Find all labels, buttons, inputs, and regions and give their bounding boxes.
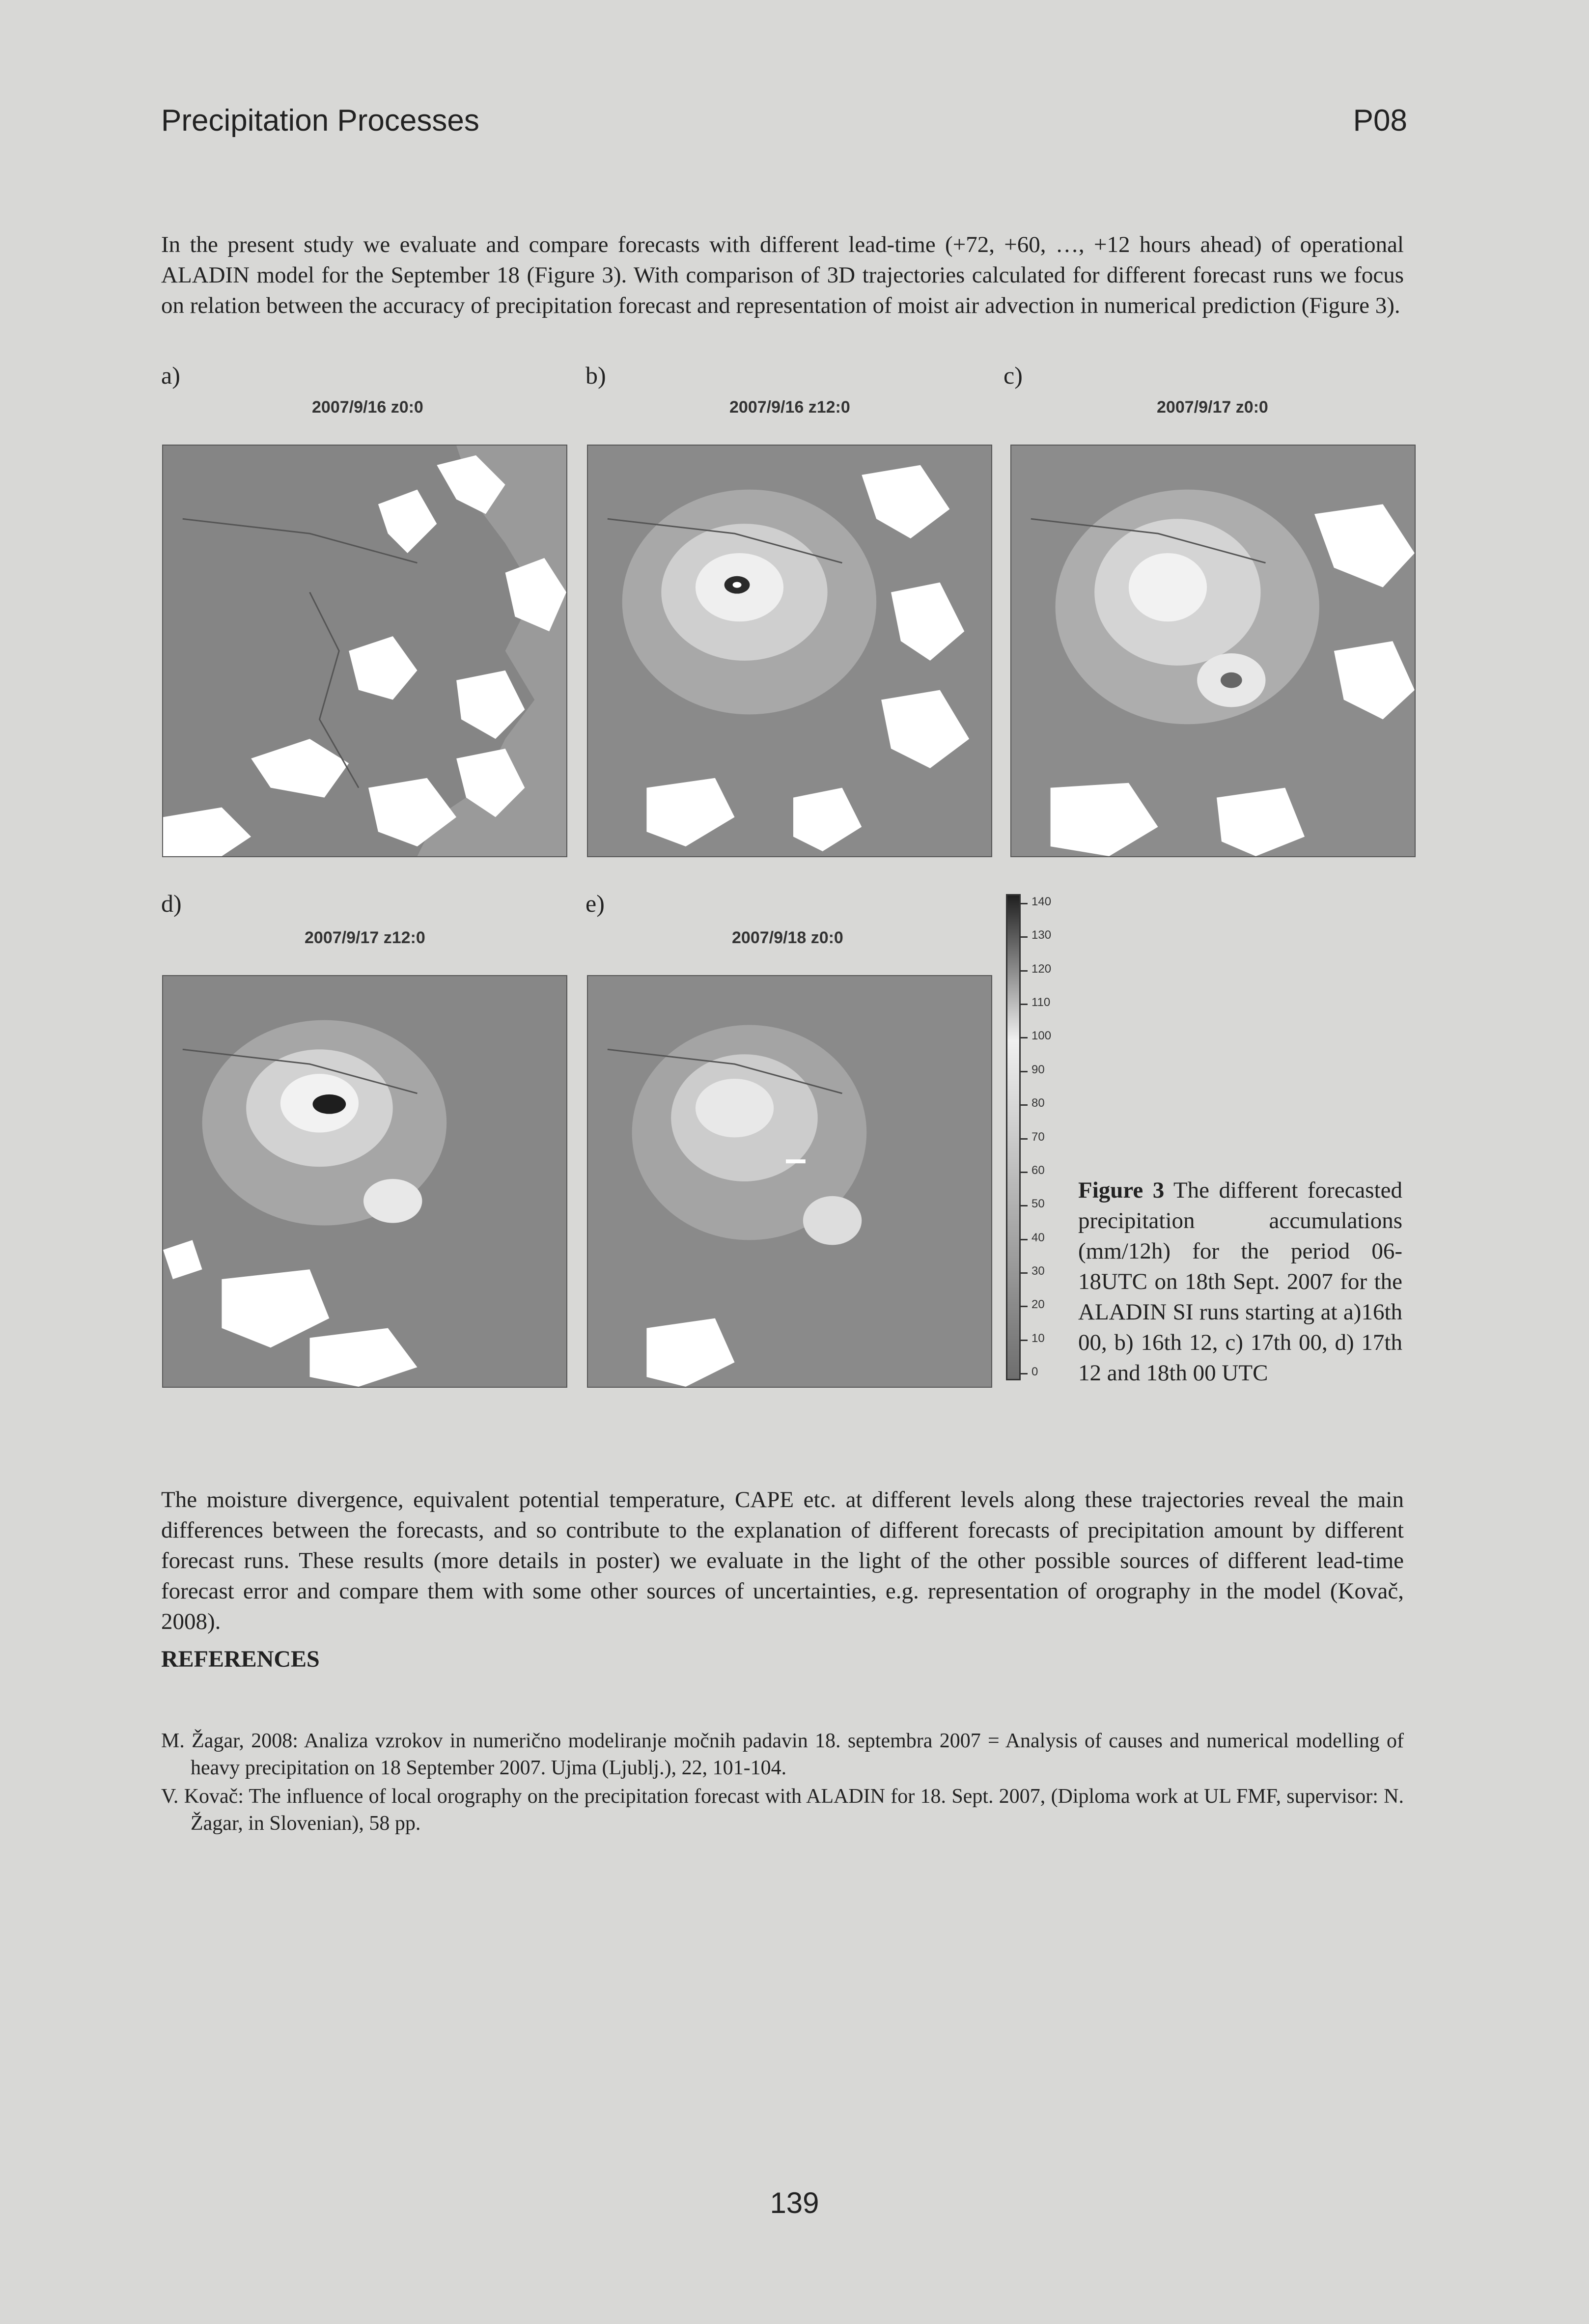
reference-item: V. Kovač: The influence of local orography on the precipitation forecast with ALADIN for 18. Sept. 2007, (Diploma work at UL FMF, supervisor: N. Žagar, in Slovenian), 58 pp. [161, 1785, 1404, 1835]
precip-map-e [587, 975, 992, 1388]
panel-c-letter: c) [1004, 362, 1023, 389]
page-number: 139 [770, 2186, 819, 2219]
panel-b-date: 2007/9/16 z12:0 [729, 398, 850, 417]
colorbar-tick-label: 60 [1031, 1163, 1045, 1177]
precip-map-c [1010, 445, 1416, 857]
precip-map-a [162, 445, 567, 857]
discussion-paragraph: The moisture divergence, equivalent potential temperature, CAPE etc. at different levels along these trajectories reveal the main differences between the forecasts, and so contribute to the explanation of different forecasts of precipitation amount by different forecast runs. These results (more details in poster) we evaluate in the light of the other possible sources of different lead-time forecast error and compare them with some other sources of uncertainties, e.g. representation of orography in the model (Kovač, 2008). [161, 1487, 1404, 1634]
colorbar-tick-label: 50 [1031, 1197, 1045, 1211]
colorbar-tick-label: 110 [1031, 996, 1051, 1009]
precip-map-b [587, 445, 992, 857]
figure-caption-text: The different forecasted precipitation accumulations (mm/12h) for the period 06-18UTC on 18th Sept. 2007 for the ALADIN SI runs starting at a)16th 00, b) 16th 12, c) 17th 00, d) 17th 12 and 18th 00 UTC [1078, 1177, 1403, 1386]
colorbar-tick-label: 20 [1031, 1298, 1045, 1312]
intro-paragraph: In the present study we evaluate and compare forecasts with different lead-time (+72, +60, …, +12 hours ahead) of operational ALADIN model for the September 18 (Figure 3). With comparison of 3D trajectories calculated for different forecast runs we focus on relation between the accuracy of precipitation forecast and representation of moist air advection in numerical prediction (Figure 3). [161, 232, 1404, 318]
precip-map-d [162, 975, 567, 1388]
figure-caption [1078, 1175, 1402, 1388]
panel-d-date: 2007/9/17 z12:0 [305, 928, 425, 947]
colorbar-tick-label: 70 [1031, 1130, 1045, 1144]
colorbar-tick-label: 80 [1031, 1096, 1045, 1110]
panel-b-letter: b) [585, 362, 606, 389]
colorbar-tick-label: 100 [1031, 1029, 1052, 1043]
figure-label: Figure 3 [1078, 1177, 1165, 1203]
precipitation-colorbar [1006, 894, 1021, 1380]
colorbar-tick-label: 40 [1031, 1231, 1045, 1244]
panel-e-letter: e) [585, 890, 605, 917]
poster-code: P08 [1353, 104, 1407, 138]
colorbar-tick-label: 0 [1031, 1365, 1038, 1378]
reference-item: M. Žagar, 2008: Analiza vzrokov in numerično modeliranje močnih padavin 18. septembra 2007 = Analysis of causes and numerical modelling of heavy precipitation on 18 September 2007. Ujma (Ljublj.), 22, 101-104. [161, 1730, 1404, 1779]
colorbar-tick-label: 130 [1031, 928, 1052, 942]
panel-e-date: 2007/9/18 z0:0 [732, 928, 843, 947]
panel-a-date: 2007/9/16 z0:0 [312, 398, 423, 417]
panel-d-letter: d) [161, 890, 182, 917]
colorbar-tick-label: 30 [1031, 1264, 1045, 1278]
references-heading: REFERENCES [161, 1646, 320, 1672]
section-title: Precipitation Processes [161, 104, 479, 138]
panel-a-letter: a) [161, 362, 180, 389]
colorbar-tick-label: 120 [1031, 962, 1052, 976]
colorbar-tick-label: 90 [1031, 1063, 1045, 1076]
colorbar-tick-label: 10 [1031, 1331, 1045, 1345]
panel-c-date: 2007/9/17 z0:0 [1157, 398, 1268, 417]
colorbar-tick-label: 140 [1031, 895, 1052, 908]
running-header [161, 103, 1407, 147]
